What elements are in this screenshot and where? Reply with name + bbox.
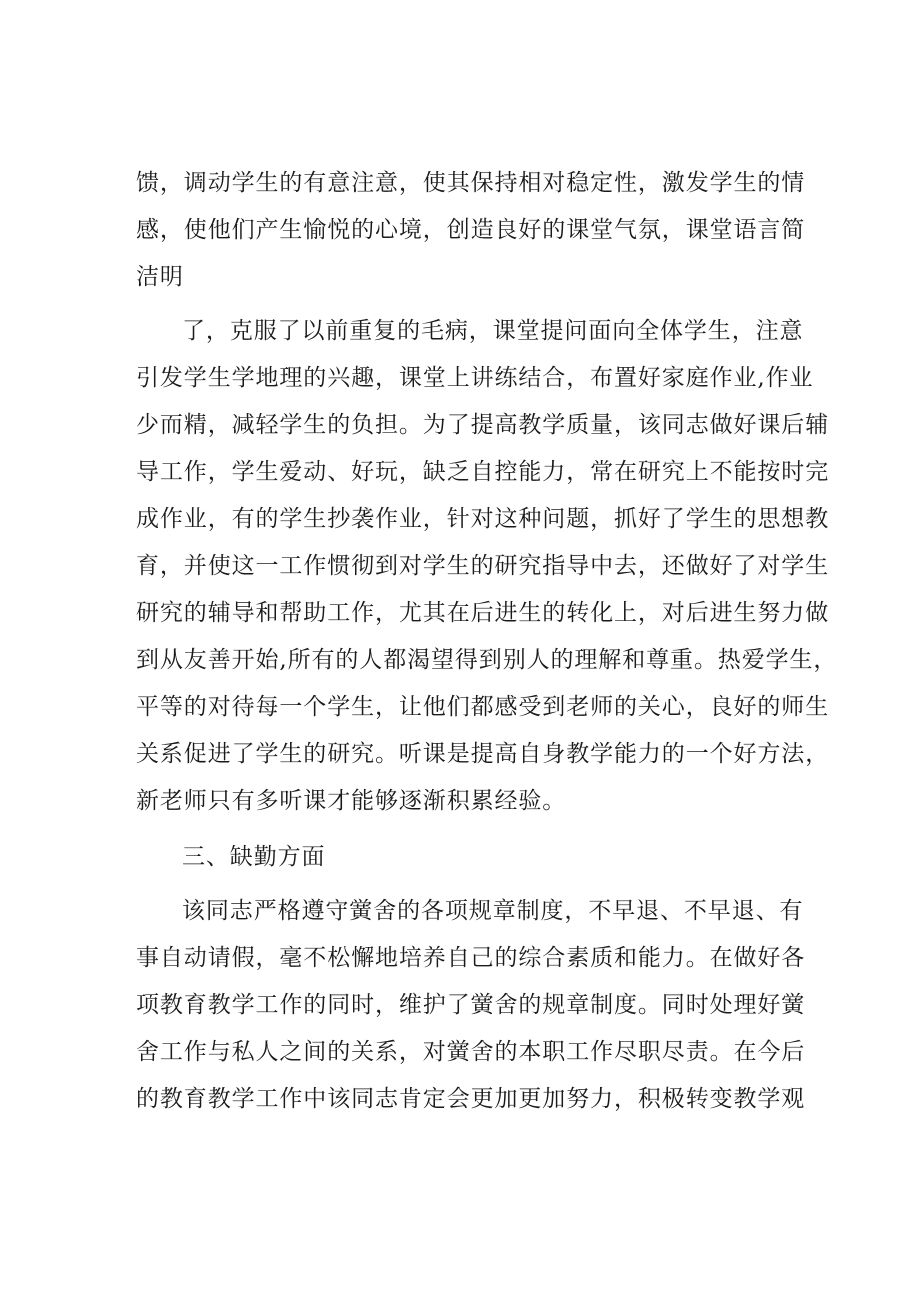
text-line: 关系促进了学生的研究。听课是提高自身教学能力的一个好方法， — [136, 741, 830, 767]
text-line: 少而精，减轻学生的负担。为了提高教学质量，该同志做好课后辅 — [136, 412, 830, 438]
text-line: 舍工作与私人之间的关系，对黉舍的本职工作尽职尽责。在今后 — [136, 1039, 806, 1065]
text-line: 新老师只有多听课才能够逐渐积累经验。 — [136, 788, 567, 814]
text-line: 成作业，有的学生抄袭作业，针对这种问题，抓好了学生的思想教 — [136, 506, 830, 532]
text-line: 的教育教学工作中该同志肯定会更加更加努力，积极转变教学观 — [136, 1086, 806, 1112]
section-heading: 三、缺勤方面 — [182, 844, 326, 870]
text-line: 到从友善开始,所有的人都渴望得到别人的理解和尊重。热爱学生， — [136, 647, 838, 673]
paragraph-3 — [136, 888, 806, 1123]
text-line: 引发学生学地理的兴趣，课堂上讲练结合，布置好家庭作业,作业 — [136, 365, 814, 391]
text-line: 感，使他们产生愉悦的心境，创造良好的课堂气氛，课堂语言简 — [136, 217, 806, 243]
text-line: 了，克服了以前重复的毛病，课堂提问面向全体学生，注意 — [182, 318, 804, 344]
text-line: 洁明 — [136, 264, 184, 290]
text-line: 导工作，学生爱动、好玩，缺乏自控能力，常在研究上不能按时完 — [136, 459, 830, 485]
text-line: 事自动请假，毫不松懈地培养自己的综合素质和能力。在做好各 — [136, 945, 806, 971]
paragraph-1 — [136, 160, 806, 301]
section-heading-block — [136, 834, 796, 881]
text-line: 项教育教学工作的同时，维护了黉舍的规章制度。同时处理好黉 — [136, 992, 806, 1018]
text-line: 该同志严格遵守黉舍的各项规章制度，不早退、不早退、有 — [182, 898, 804, 924]
text-line: 平等的对待每一个学生，让他们都感受到老师的关心，良好的师生 — [136, 694, 830, 720]
text-line: 育，并使这一工作惯彻到对学生的研究指导中去，还做好了对学生 — [136, 553, 830, 579]
paragraph-2 — [136, 308, 838, 825]
text-line: 研究的辅导和帮助工作，尤其在后进生的转化上，对后进生努力做 — [136, 600, 830, 626]
text-line: 馈，调动学生的有意注意，使其保持相对稳定性，激发学生的情 — [136, 170, 806, 196]
